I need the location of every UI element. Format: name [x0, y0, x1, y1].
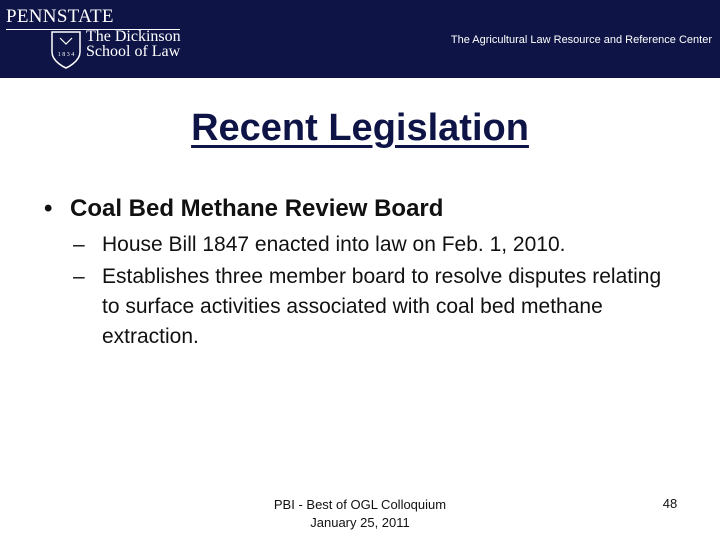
logo-school-name: [86, 29, 181, 59]
penn-state-dickinson-logo: [0, 0, 184, 78]
logo-year: 1 8 3 4: [57, 52, 75, 58]
sub-bullet-marker: –: [73, 265, 85, 288]
logo-school-line2: School of Law: [86, 43, 181, 60]
page-number: 48: [662, 496, 678, 511]
slide-title: Recent Legislation: [191, 107, 529, 149]
bullet-marker: •: [44, 195, 53, 222]
footer-line2: January 25, 2011: [310, 515, 410, 530]
footer-line1: PBI - Best of OGL Colloquium: [273, 497, 447, 512]
footer-event: [230, 496, 490, 532]
sub-bullet-item: [73, 230, 683, 260]
logo-school-line1: The Dickinson: [86, 28, 181, 45]
sub-bullet-item: [73, 262, 683, 352]
header-title: The Agricultural Law Resource and Reference Center: [450, 34, 712, 46]
sub-bullet-text: Establishes three member board to resolve disputes relating to surface activities associated with coal bed methane extraction.: [102, 265, 662, 348]
bullet-text: Coal Bed Methane Review Board: [70, 195, 444, 222]
bullet-item: [44, 195, 443, 223]
shield-icon: [50, 30, 82, 70]
logo-penn-state: PENNSTATE: [6, 6, 114, 27]
sub-bullet-text: House Bill 1847 enacted into law on Feb. 1, 2010.: [102, 233, 566, 256]
sub-bullet-marker: –: [73, 233, 85, 256]
header-bar: [0, 0, 720, 78]
